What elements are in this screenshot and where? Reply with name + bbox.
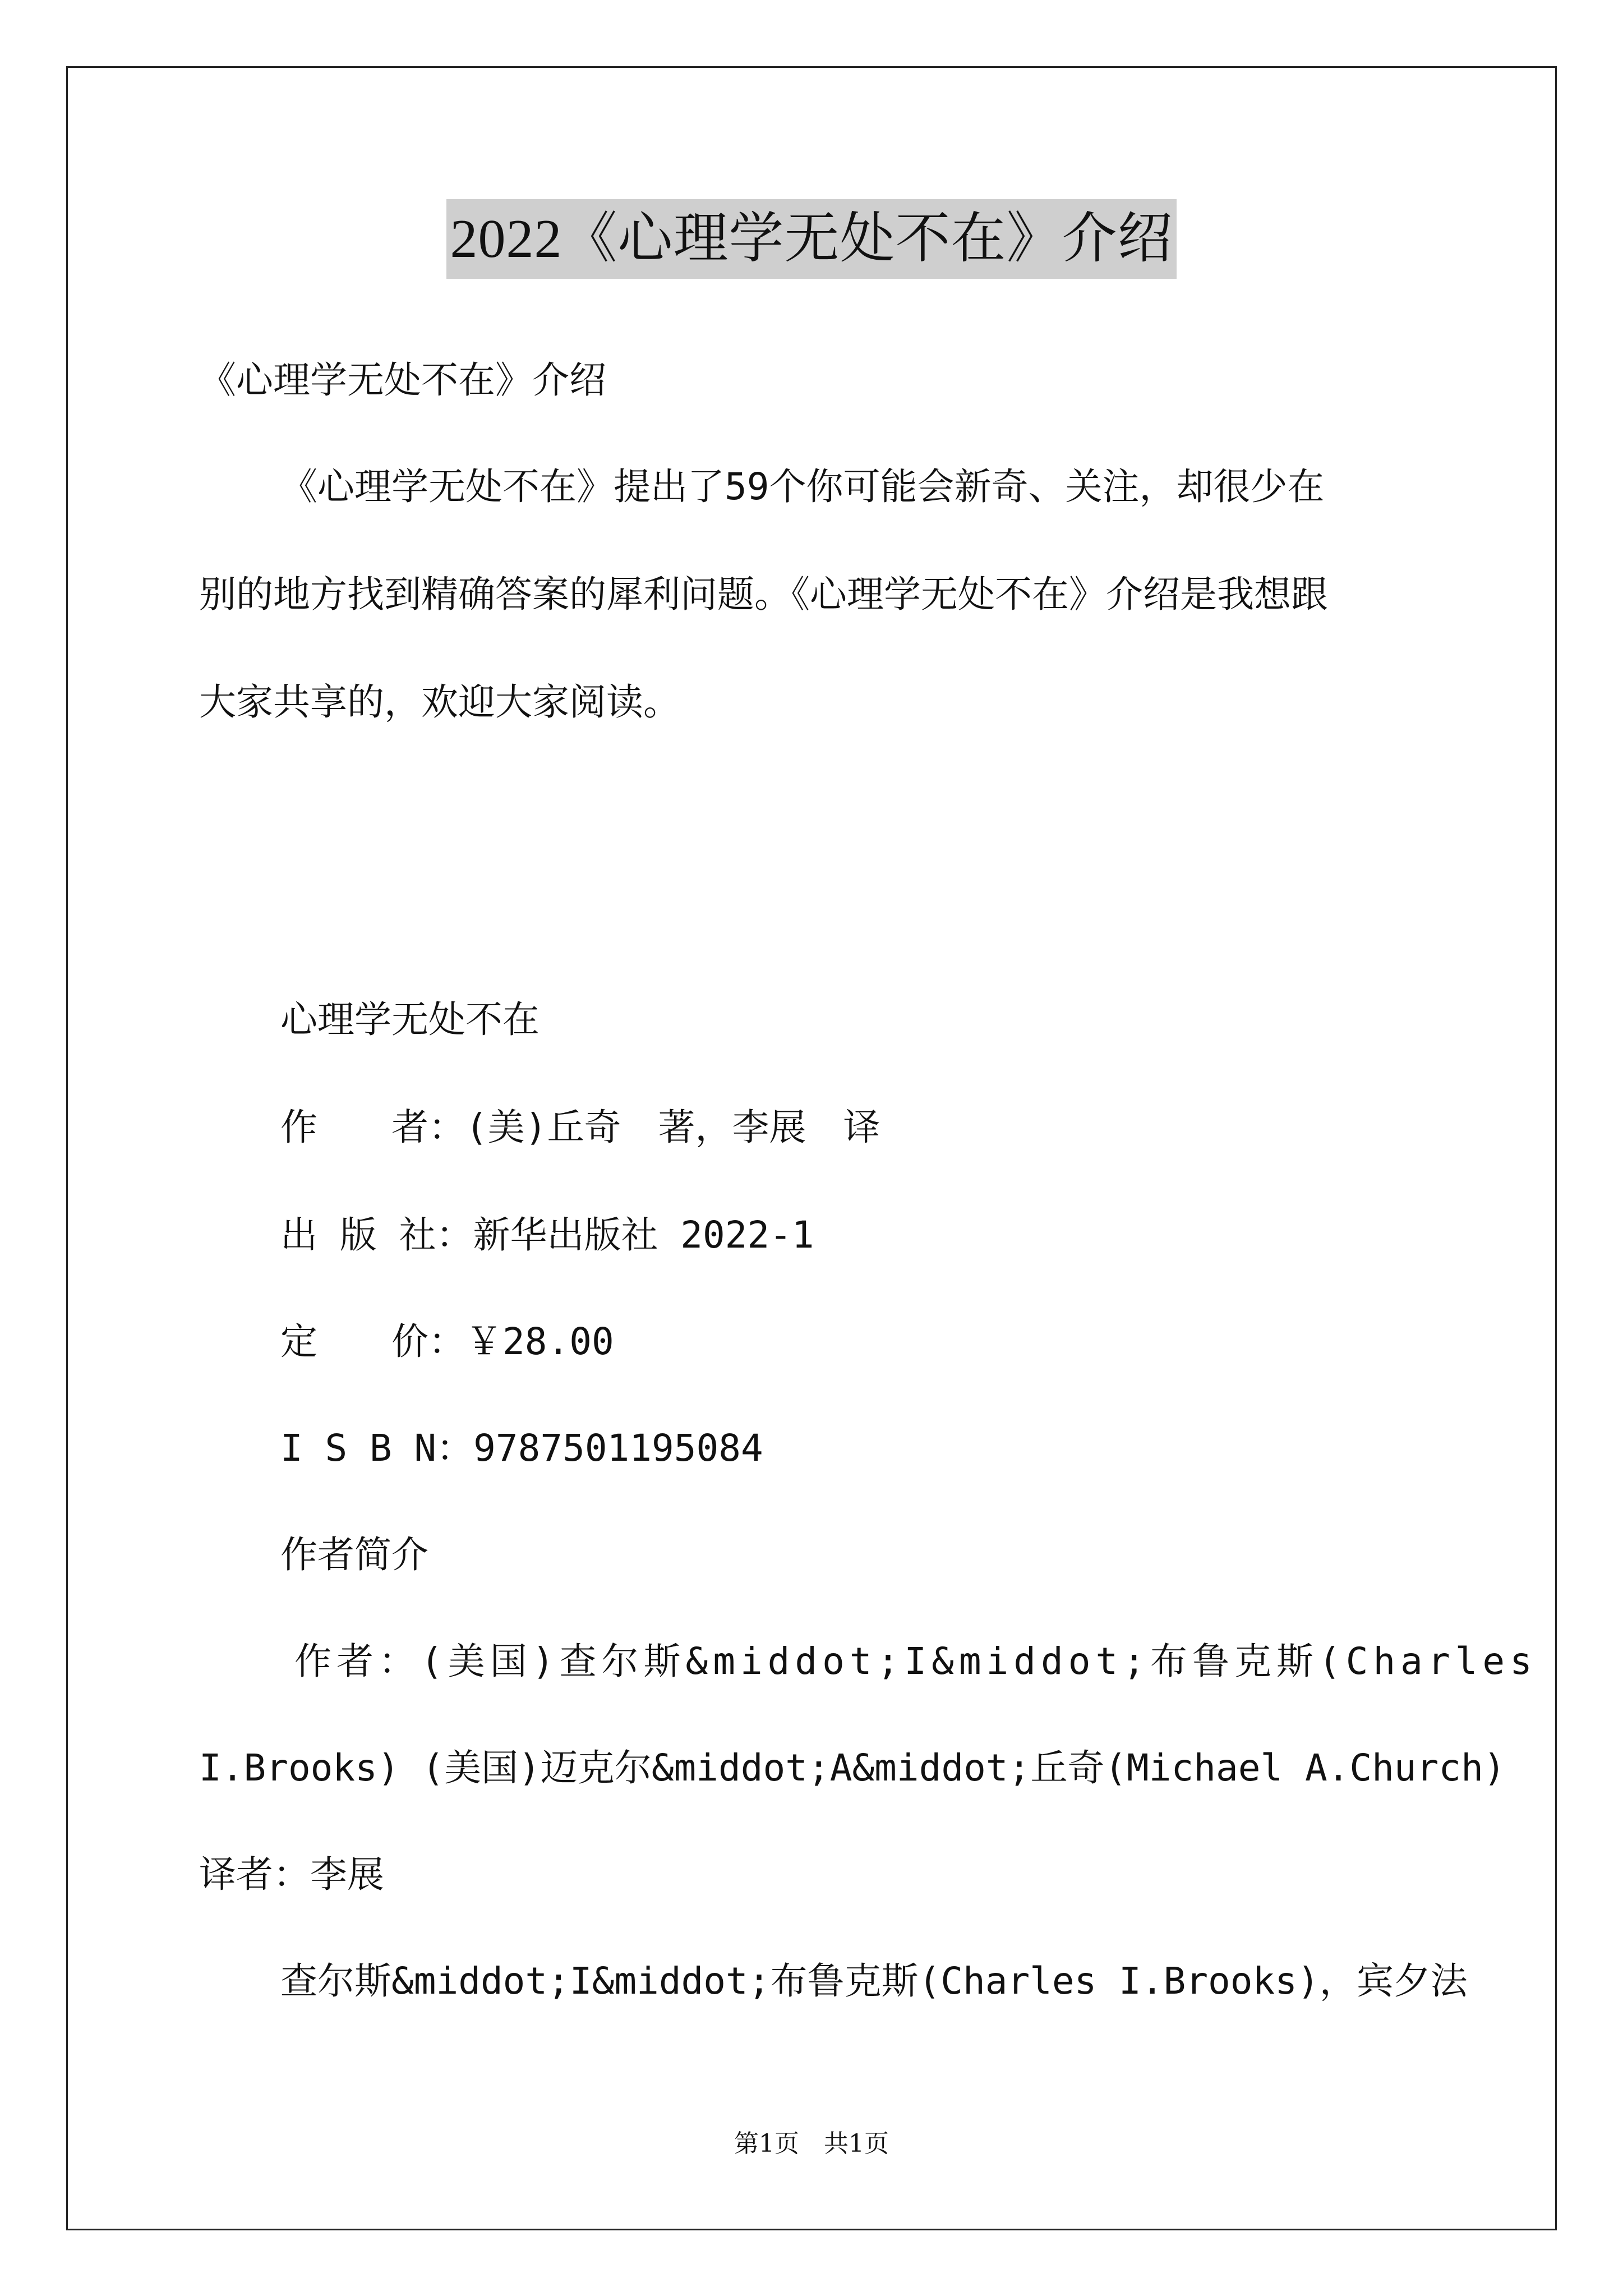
book-price: 定 价：￥28.00 bbox=[280, 1320, 614, 1363]
author-intro-line-2: I.Brooks) (美国)迈克尔&middot;A&middot;丘奇(Michael A.Church) bbox=[199, 1746, 1506, 1789]
book-name: 心理学无处不在 bbox=[280, 998, 540, 1041]
intro-line-1: 《心理学无处不在》提出了59个你可能会新奇、关注，却很少在 bbox=[280, 465, 1325, 508]
document-title: 2022《心理学无处不在》介绍 bbox=[446, 199, 1176, 279]
book-publisher: 出 版 社：新华出版社 2022-1 bbox=[280, 1213, 814, 1257]
author-intro-line-1: 作者：(美国)查尔斯&middot;I&middot;布鲁克斯(Charles bbox=[294, 1640, 1537, 1683]
book-isbn: I S B N：9787501195084 bbox=[280, 1427, 763, 1470]
intro-line-2: 别的地方找到精确答案的犀利问题。《心理学无处不在》介绍是我想跟 bbox=[199, 573, 1328, 616]
intro-line-3: 大家共享的，欢迎大家阅读。 bbox=[199, 680, 680, 724]
title-container bbox=[0, 199, 1623, 279]
section-heading: 《心理学无处不在》介绍 bbox=[199, 358, 606, 402]
page-number-footer: 第1页 共1页 bbox=[734, 2129, 889, 2158]
author-intro-line-4: 查尔斯&middot;I&middot;布鲁克斯(Charles I.Brooks)，宾夕法 bbox=[280, 1959, 1468, 2003]
author-intro-heading: 作者简介 bbox=[280, 1533, 428, 1576]
author-intro-line-3: 译者：李展 bbox=[199, 1853, 384, 1896]
book-author: 作 者：(美)丘奇 著，李展 译 bbox=[280, 1106, 880, 1149]
